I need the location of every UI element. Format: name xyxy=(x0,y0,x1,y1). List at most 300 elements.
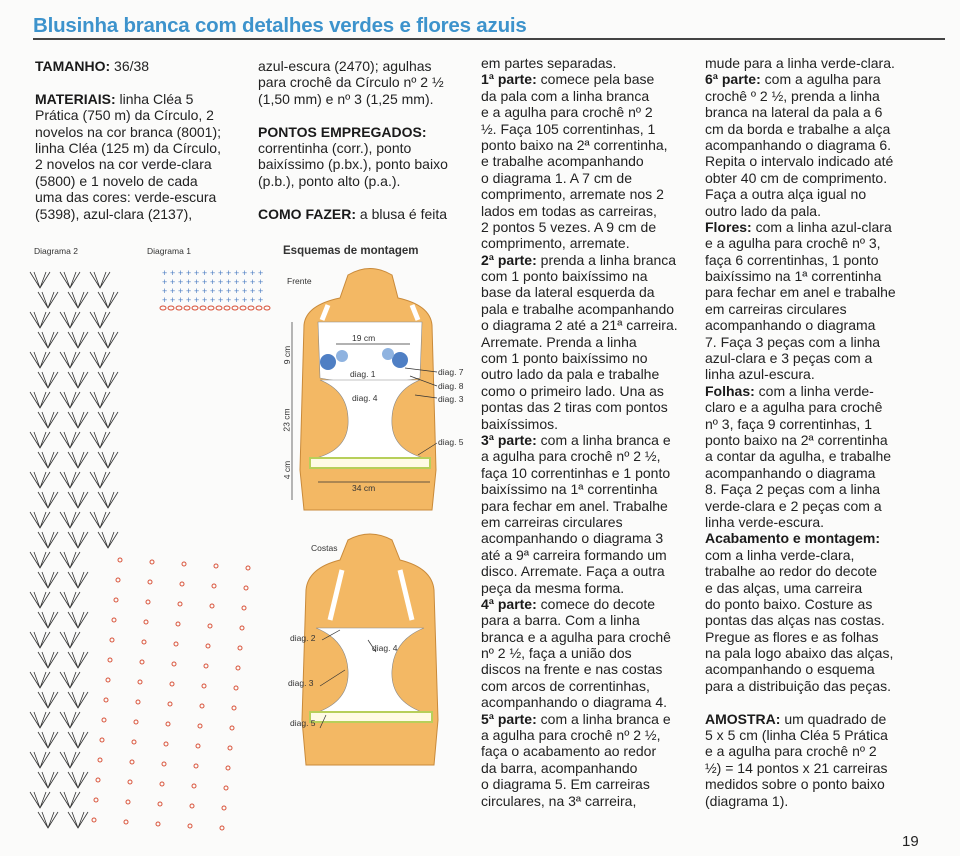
chain-mark xyxy=(256,306,262,310)
text-run: acompanhando o diagrama 6. xyxy=(705,136,892,153)
single-crochet-mark: + xyxy=(242,295,248,305)
single-crochet-mark: + xyxy=(234,286,240,296)
chain-mark xyxy=(208,306,214,310)
text-run: o diagrama 1. A 7 cm de xyxy=(481,169,632,186)
crochet-fan-stitch xyxy=(30,752,50,768)
single-crochet-mark: + xyxy=(194,295,200,305)
crochet-fan-stitch xyxy=(60,512,80,528)
text-run: com a linha verde- xyxy=(754,382,874,399)
single-crochet-mark: + xyxy=(194,277,200,287)
crochet-chain-stitch xyxy=(226,766,230,770)
single-crochet-mark: + xyxy=(210,277,216,287)
text-run: prenda a linha branca xyxy=(536,251,677,268)
text-run: ½. Faça 105 correntinhas, 1 xyxy=(481,120,656,137)
crochet-fan-stitch xyxy=(30,392,50,408)
crochet-chain-stitch xyxy=(168,702,172,706)
crochet-chain-stitch xyxy=(170,682,174,686)
bold-heading: TAMANHO: xyxy=(35,58,111,74)
front-width-bottom: 34 cm xyxy=(352,483,376,493)
bold-heading: COMO FAZER: xyxy=(258,205,356,222)
crochet-fan-stitch xyxy=(60,312,80,328)
crochet-fan-stitch xyxy=(68,372,88,388)
single-crochet-mark: + xyxy=(218,268,224,278)
single-crochet-mark: + xyxy=(162,268,168,278)
single-crochet-mark: + xyxy=(178,268,184,278)
crochet-fan-stitch xyxy=(60,472,80,488)
text-run: acompanhando o diagrama xyxy=(705,464,876,481)
single-crochet-mark: + xyxy=(210,295,216,305)
diagram-1-chart xyxy=(160,268,270,310)
crochet-chain-stitch xyxy=(188,824,192,828)
crochet-chain-stitch xyxy=(110,638,114,642)
crochet-chain-stitch xyxy=(246,566,250,570)
crochet-chain-stitch xyxy=(114,598,118,602)
text-run: a blusa é feita xyxy=(356,205,448,222)
crochet-fan-stitch xyxy=(68,292,88,308)
text-run: com a linha branca e xyxy=(536,710,671,727)
crochet-chain-stitch xyxy=(234,686,238,690)
crochet-chain-stitch xyxy=(240,626,244,630)
text-run: o diagrama 2 até a 21ª carreira. xyxy=(481,317,678,334)
text-run: uma das cores: verde-escura xyxy=(35,189,217,206)
crochet-fan-stitch xyxy=(30,592,50,608)
text-run: crochê º 2 ½, prenda a linha xyxy=(705,87,880,104)
text-run: linha Cléa 5 xyxy=(115,90,194,107)
crochet-chain-stitch xyxy=(112,618,116,622)
front-label: Frente xyxy=(287,276,312,286)
single-crochet-mark: + xyxy=(226,268,232,278)
crochet-fan-stitch xyxy=(38,652,58,668)
bold-heading: 3ª parte: xyxy=(481,431,537,448)
back-diag4: diag. 4 xyxy=(372,643,398,653)
single-crochet-mark: + xyxy=(242,277,248,287)
single-crochet-mark: + xyxy=(186,295,192,305)
text-run: um quadrado de xyxy=(780,710,887,727)
crochet-fan-stitch xyxy=(68,652,88,668)
text-run: cm da borda e trabalhe a alça xyxy=(705,120,891,137)
chain-mark xyxy=(248,306,254,310)
bold-heading: Acabamento e montagem: xyxy=(705,530,881,547)
chain-mark xyxy=(160,306,166,310)
crochet-chain-stitch xyxy=(212,584,216,588)
text-run: Repita o intervalo indicado até xyxy=(705,153,894,170)
diagram-2-label: Diagrama 2 xyxy=(34,246,78,256)
single-crochet-mark: + xyxy=(218,295,224,305)
text-run: peça da mesma forma. xyxy=(481,579,625,596)
crochet-fan-stitch xyxy=(90,392,110,408)
text-run: baixíssimo (p.bx.), ponto baixo xyxy=(258,156,448,173)
single-crochet-mark: + xyxy=(194,268,200,278)
crochet-fan-stitch xyxy=(90,352,110,368)
single-crochet-mark: + xyxy=(210,286,216,296)
text-run: linha verde-escura. xyxy=(705,513,825,530)
text-run: (5398), azul-clara (2137), xyxy=(35,205,193,222)
text-run: comece do decote xyxy=(536,595,656,612)
single-crochet-mark: + xyxy=(258,277,264,287)
text-run: (diagrama 1). xyxy=(705,792,789,809)
text-run: para fechar em anel e trabalhe xyxy=(705,284,896,301)
text-run: pontas das alças nas costas. xyxy=(705,612,885,629)
text-run: faça o acabamento ao redor xyxy=(481,743,657,760)
text-run: como o primeiro lado. Una as xyxy=(481,382,664,399)
chain-mark xyxy=(200,306,206,310)
crochet-chain-stitch xyxy=(160,782,164,786)
crochet-chain-stitch xyxy=(196,744,200,748)
crochet-chain-stitch xyxy=(224,786,228,790)
front-diag7: diag. 7 xyxy=(438,367,464,377)
crochet-chain-stitch xyxy=(242,606,246,610)
text-run: Arremate. Prenda a linha xyxy=(481,333,637,350)
crochet-chain-stitch xyxy=(232,706,236,710)
front-width-top: 19 cm xyxy=(352,333,376,343)
text-run: trabalhe ao redor do decote xyxy=(705,563,878,580)
text-run: linha azul-escura. xyxy=(705,366,815,383)
crochet-chain-stitch xyxy=(230,726,234,730)
text-run: outro lado da pala. xyxy=(705,202,821,219)
crochet-chain-stitch xyxy=(116,578,120,582)
crochet-chain-stitch xyxy=(164,742,168,746)
text-run: (1,50 mm) e nº 3 (1,25 mm). xyxy=(258,90,434,107)
crochet-chain-stitch xyxy=(174,642,178,646)
text-run: e a agulha para crochê nº 2 xyxy=(705,743,877,760)
single-crochet-mark: + xyxy=(170,295,176,305)
crochet-fan-stitch xyxy=(38,572,58,588)
text-run: até a 9ª carreira formando um xyxy=(481,546,667,563)
crochet-chain-stitch xyxy=(228,746,232,750)
back-label: Costas xyxy=(311,543,338,553)
crochet-chain-stitch xyxy=(150,560,154,564)
text-run: (5800) e 1 novelo de cada xyxy=(35,172,198,189)
crochet-chain-stitch xyxy=(96,778,100,782)
crochet-fan-stitch xyxy=(60,432,80,448)
bold-heading: PONTOS EMPREGADOS: xyxy=(258,123,427,140)
crochet-chain-stitch xyxy=(128,780,132,784)
bold-heading: Flores: xyxy=(705,218,752,235)
crochet-chain-stitch xyxy=(142,640,146,644)
single-crochet-mark: + xyxy=(226,295,232,305)
single-crochet-mark: + xyxy=(258,295,264,305)
crochet-chain-stitch xyxy=(204,664,208,668)
text-run: 2 novelos na cor verde-clara xyxy=(35,156,212,173)
text-run: da barra, acompanhando xyxy=(481,759,638,776)
text-run: acompanhando o esquema xyxy=(705,661,875,678)
crochet-chain-stitch xyxy=(130,760,134,764)
crochet-fan-stitch xyxy=(38,332,58,348)
text-run: comprimento, arremate. xyxy=(481,235,630,252)
crochet-chain-stitch xyxy=(220,826,224,830)
single-crochet-mark: + xyxy=(186,286,192,296)
single-crochet-mark: + xyxy=(234,295,240,305)
single-crochet-mark: + xyxy=(250,268,256,278)
crochet-fan-stitch xyxy=(38,732,58,748)
text-run: para crochê da Círculo nº 2 ½ xyxy=(258,74,444,91)
crochet-chain-stitch xyxy=(244,586,248,590)
single-crochet-mark: + xyxy=(202,277,208,287)
crochet-fan-stitch xyxy=(60,272,80,288)
crochet-fan-stitch xyxy=(38,532,58,548)
text-run: com a linha branca e xyxy=(536,431,671,448)
crochet-chain-stitch xyxy=(180,582,184,586)
text-run: 7. Faça 3 peças com a linha xyxy=(705,333,881,350)
diagram-2-chart xyxy=(30,272,250,830)
single-crochet-mark: + xyxy=(226,277,232,287)
text-run: base da lateral esquerda da xyxy=(481,284,655,301)
text-run: nº 2 ½, faça a união dos xyxy=(481,645,632,662)
crochet-chain-stitch xyxy=(206,644,210,648)
text-run: pala e trabalhe acompanhando xyxy=(481,300,675,317)
crochet-chain-stitch xyxy=(210,604,214,608)
single-crochet-mark: + xyxy=(162,277,168,287)
crochet-fan-stitch xyxy=(68,772,88,788)
single-crochet-mark: + xyxy=(178,295,184,305)
crochet-fan-stitch xyxy=(68,332,88,348)
text-run: disco. Arremate. Faça a outra xyxy=(481,563,665,580)
single-crochet-mark: + xyxy=(258,286,264,296)
crochet-chain-stitch xyxy=(236,666,240,670)
text-run: linha Cléa (125 m) da Círculo, xyxy=(35,139,221,156)
bold-heading: 5ª parte: xyxy=(481,710,537,727)
front-diag1: diag. 1 xyxy=(350,369,376,379)
page-number: 19 xyxy=(902,833,919,850)
crochet-fan-stitch xyxy=(60,672,80,688)
single-crochet-mark: + xyxy=(218,277,224,287)
crochet-fan-stitch xyxy=(38,372,58,388)
text-run: em partes separadas. xyxy=(481,55,617,71)
crochet-chain-stitch xyxy=(176,622,180,626)
text-run: com 1 ponto baixíssimo na xyxy=(481,268,648,285)
crochet-chain-stitch xyxy=(118,558,122,562)
single-crochet-mark: + xyxy=(250,286,256,296)
crochet-chain-stitch xyxy=(158,802,162,806)
bold-heading: 4ª parte: xyxy=(481,595,537,612)
crochet-fan-stitch xyxy=(30,632,50,648)
crochet-fan-stitch xyxy=(90,312,110,328)
crochet-fan-stitch xyxy=(60,552,80,568)
crochet-fan-stitch xyxy=(38,292,58,308)
crochet-fan-stitch xyxy=(60,352,80,368)
crochet-fan-stitch xyxy=(68,692,88,708)
text-run: acompanhando o diagrama xyxy=(705,317,876,334)
crochet-chain-stitch xyxy=(182,562,186,566)
text-run: circulares, na 3ª carreira, xyxy=(481,792,637,809)
bold-heading: Folhas: xyxy=(705,382,755,399)
front-height-3: 4 cm xyxy=(282,460,293,480)
crochet-fan-stitch xyxy=(30,712,50,728)
bold-heading: 2ª parte: xyxy=(481,251,537,268)
crochet-fan-stitch xyxy=(60,792,80,808)
text-run: baixíssimo na 1ª correntinha xyxy=(481,481,658,498)
crochet-fan-stitch xyxy=(90,472,110,488)
crochet-fan-stitch xyxy=(98,532,118,548)
text-run: o diagrama 5. Em carreiras xyxy=(481,776,650,793)
crochet-fan-stitch xyxy=(90,272,110,288)
single-crochet-mark: + xyxy=(162,295,168,305)
single-crochet-mark: + xyxy=(202,268,208,278)
single-crochet-mark: + xyxy=(258,268,264,278)
crochet-chain-stitch xyxy=(202,684,206,688)
text-run: para a barra. Com a linha xyxy=(481,612,640,629)
crochet-fan-stitch xyxy=(60,712,80,728)
chain-mark xyxy=(216,306,222,310)
crochet-chain-stitch xyxy=(192,784,196,788)
text-run: e trabalhe acompanhando xyxy=(481,153,644,170)
bold-heading: MATERIAIS: xyxy=(35,90,116,107)
text-run: 2 pontos 5 vezes. A 9 cm de xyxy=(481,218,657,235)
text-run: comprimento, arremate nos 2 xyxy=(481,186,664,203)
text-run: azul-clara e 3 peças com a xyxy=(705,350,873,367)
single-crochet-mark: + xyxy=(170,286,176,296)
front-mannequin xyxy=(292,269,437,511)
crochet-chain-stitch xyxy=(138,680,142,684)
chain-mark xyxy=(192,306,198,310)
diagram-1-label: Diagrama 1 xyxy=(147,246,191,256)
text-run: ponto baixo na 2ª correntinha xyxy=(705,431,888,448)
single-crochet-mark: + xyxy=(242,268,248,278)
crochet-fan-stitch xyxy=(30,272,50,288)
chain-mark xyxy=(184,306,190,310)
crochet-fan-stitch xyxy=(98,332,118,348)
schemes-title: Esquemas de montagem xyxy=(283,245,419,257)
text-run: ½) = 14 pontos x 21 carreiras xyxy=(705,759,888,776)
crochet-chain-stitch xyxy=(124,820,128,824)
crochet-chain-stitch xyxy=(140,660,144,664)
crochet-chain-stitch xyxy=(222,806,226,810)
single-crochet-mark: + xyxy=(170,268,176,278)
text-run: acompanhando o diagrama 4. xyxy=(481,694,668,711)
single-crochet-mark: + xyxy=(186,268,192,278)
crochet-fan-stitch xyxy=(68,812,88,828)
chain-mark xyxy=(232,306,238,310)
text-run: ponto baixo na 2ª correntinha, xyxy=(481,136,668,153)
text-run: e das alças, uma carreira xyxy=(705,579,863,596)
crochet-chain-stitch xyxy=(172,662,176,666)
single-crochet-mark: + xyxy=(178,286,184,296)
bold-heading: 1ª parte: xyxy=(481,71,537,88)
text-run: (p.b.), ponto alto (p.a.). xyxy=(258,172,401,189)
single-crochet-mark: + xyxy=(242,286,248,296)
text-run: para fechar em anel. Trabalhe xyxy=(481,497,668,514)
crochet-fan-stitch xyxy=(98,412,118,428)
crochet-chain-stitch xyxy=(178,602,182,606)
crochet-fan-stitch xyxy=(30,312,50,328)
chain-mark xyxy=(224,306,230,310)
front-diag4: diag. 4 xyxy=(352,393,378,403)
text-run: claro e a agulha para crochê xyxy=(705,399,883,416)
chain-mark xyxy=(240,306,246,310)
text-run: faça 6 correntinhas, 1 ponto xyxy=(705,251,879,268)
single-crochet-mark: + xyxy=(202,286,208,296)
single-crochet-mark: + xyxy=(162,286,168,296)
crochet-fan-stitch xyxy=(30,792,50,808)
bold-heading: AMOSTRA: xyxy=(705,710,781,727)
page-title: Blusinha branca com detalhes verdes e flores azuis xyxy=(33,14,527,37)
back-diag3: diag. 3 xyxy=(288,678,314,688)
text-run: medidos sobre o ponto baixo xyxy=(705,776,885,793)
text-run: a contar da agulha, e trabalhe xyxy=(705,448,892,465)
text-run: a agulha para crochê nº 2 ½, xyxy=(481,727,661,744)
text-run: Pregue as flores e as folhas xyxy=(705,628,879,645)
crochet-fan-stitch xyxy=(68,532,88,548)
crochet-fan-stitch xyxy=(30,352,50,368)
text-run: branca na lateral da pala a 6 xyxy=(705,104,883,121)
bold-heading: 6ª parte: xyxy=(705,71,761,88)
crochet-fan-stitch xyxy=(68,612,88,628)
text-run: azul-escura (2470); agulhas xyxy=(258,58,432,74)
text-run: do ponto baixo. Costure as xyxy=(705,595,873,612)
crochet-fan-stitch xyxy=(38,612,58,628)
text-run: pontas das 2 tiras com pontos xyxy=(481,399,668,416)
crochet-chain-stitch xyxy=(104,698,108,702)
text-run: na pala logo abaixo das alças, xyxy=(705,645,894,662)
front-diag8: diag. 8 xyxy=(438,381,464,391)
text-run: com 1 ponto baixíssimo no xyxy=(481,350,648,367)
crochet-fan-stitch xyxy=(60,752,80,768)
crochet-fan-stitch xyxy=(98,372,118,388)
text-run: correntinha (corr.), ponto xyxy=(258,139,412,156)
crochet-chain-stitch xyxy=(136,700,140,704)
crochet-chain-stitch xyxy=(194,764,198,768)
single-crochet-mark: + xyxy=(226,286,232,296)
text-run: e a agulha para crochê nº 3, xyxy=(705,235,881,252)
single-crochet-mark: + xyxy=(194,286,200,296)
back-mannequin xyxy=(302,534,438,765)
text-run: comece pela base xyxy=(536,71,655,88)
crochet-chain-stitch xyxy=(156,822,160,826)
crochet-chain-stitch xyxy=(166,722,170,726)
crochet-chain-stitch xyxy=(98,758,102,762)
crochet-chain-stitch xyxy=(102,718,106,722)
single-crochet-mark: + xyxy=(250,295,256,305)
crochet-fan-stitch xyxy=(38,812,58,828)
single-crochet-mark: + xyxy=(218,286,224,296)
crochet-fan-stitch xyxy=(68,732,88,748)
text-run: com a linha verde-clara, xyxy=(705,546,855,563)
crochet-chain-stitch xyxy=(132,740,136,744)
front-diag3: diag. 3 xyxy=(438,394,464,404)
crochet-fan-stitch xyxy=(98,292,118,308)
text-run: acompanhando o diagrama 3 xyxy=(481,530,664,547)
crochet-chain-stitch xyxy=(162,762,166,766)
crochet-chain-stitch xyxy=(134,720,138,724)
text-run: em carreiras circulares xyxy=(705,300,847,317)
text-run: e a agulha para crochê nº 2 xyxy=(481,104,653,121)
single-crochet-mark: + xyxy=(178,277,184,287)
text-run: outro lado da pala e trabalhe xyxy=(481,366,660,383)
crochet-chain-stitch xyxy=(144,620,148,624)
text-run: com a agulha para xyxy=(760,71,881,88)
chain-mark xyxy=(264,306,270,310)
crochet-fan-stitch xyxy=(90,512,110,528)
text-run: 5 x 5 cm (linha Cléa 5 Prática xyxy=(705,727,888,744)
crochet-chain-stitch xyxy=(126,800,130,804)
text-run: obter 40 cm de comprimento. xyxy=(705,169,888,186)
crochet-chain-stitch xyxy=(198,724,202,728)
text-run: novelos na cor branca (8001); xyxy=(35,123,221,140)
crochet-fan-stitch xyxy=(38,692,58,708)
single-crochet-mark: + xyxy=(186,277,192,287)
text-run: lados em todas as carreiras, xyxy=(481,202,657,219)
front-diag5: diag. 5 xyxy=(438,437,464,447)
crochet-fan-stitch xyxy=(30,512,50,528)
text-run: a agulha para crochê nº 2 ½, xyxy=(481,448,661,465)
crochet-fan-stitch xyxy=(30,672,50,688)
text-run: para a distribuição das peças. xyxy=(705,677,891,694)
back-diag5: diag. 5 xyxy=(290,718,316,728)
chain-mark xyxy=(168,306,174,310)
crochet-fan-stitch xyxy=(68,492,88,508)
crochet-fan-stitch xyxy=(30,552,50,568)
crochet-fan-stitch xyxy=(38,412,58,428)
